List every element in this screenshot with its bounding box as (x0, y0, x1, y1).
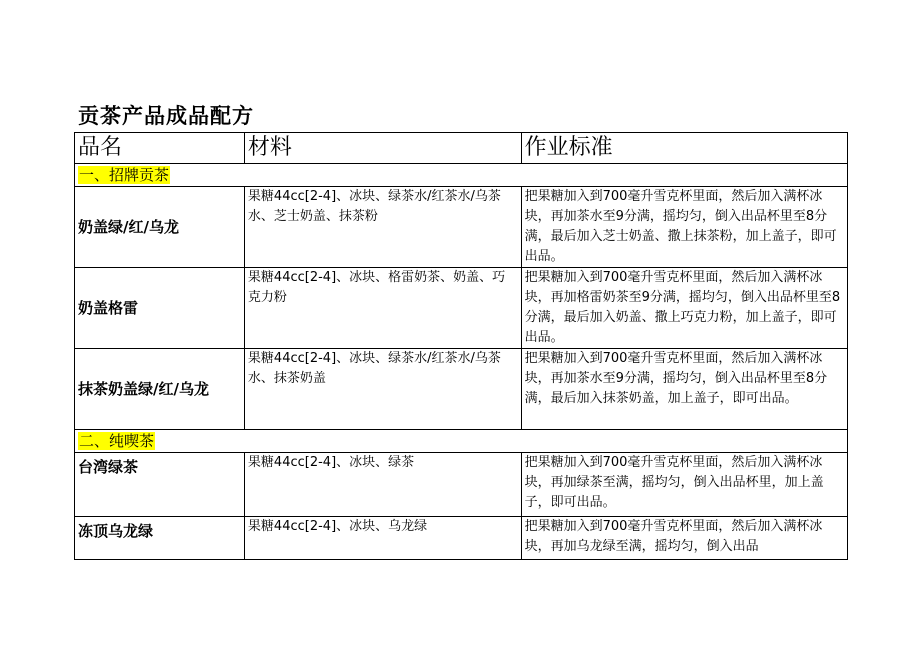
header-material: 材料 (244, 133, 521, 164)
standard-cell-text: 把果糖加入到700毫升雪克杯里面，然后加入满杯冰块，再加乌龙绿至满，摇均匀，倒入出品 (524, 519, 823, 554)
standard-cell: 把果糖加入到700毫升雪克杯里面，然后加入满杯冰块，再加茶水至9分满，摇均匀，倒入出品杯里至8分满，最后加入芝士奶盖、撒上抹茶粉，加上盖子，即可出品。 (521, 187, 847, 268)
material-cell: 果糖44cc[2-4]、冰块、绿茶水/红茶水/乌茶水、抹茶奶盖 (244, 349, 521, 430)
product-name: 冻顶乌龙绿 (75, 517, 245, 560)
material-cell: 果糖44cc[2-4]、冰块、格雷奶茶、奶盖、巧克力粉 (244, 268, 521, 349)
header-standard: 作业标准 (521, 133, 847, 164)
standard-cell (521, 517, 847, 560)
section-label: 一、招牌贡茶 (79, 166, 170, 184)
section-row (75, 430, 848, 453)
standard-cell: 把果糖加入到700毫升雪克杯里面，然后加入满杯冰块，再加茶水至9分满，摇均匀，倒入出品杯里至8分满，最后加入抹茶奶盖，加上盖子，即可出品。 (521, 349, 847, 430)
document-title: 贡茶产品成品配方 (78, 104, 254, 128)
material-cell: 果糖44cc[2-4]、冰块、绿茶 (244, 453, 521, 517)
table-row (75, 268, 848, 349)
standard-cell: 把果糖加入到700毫升雪克杯里面，然后加入满杯冰块，再加格雷奶茶至9分满，摇均匀，倒入出品杯里至8分满，最后加入奶盖、撒上巧克力粉，加上盖子，即可出品。 (521, 268, 847, 349)
product-name: 奶盖绿/红/乌龙 (75, 187, 245, 268)
table-row (75, 517, 848, 560)
header-name: 品名 (75, 133, 245, 164)
table-row (75, 349, 848, 430)
table-header-row (75, 133, 848, 164)
table-row (75, 453, 848, 517)
material-cell: 果糖44cc[2-4]、冰块、乌龙绿 (244, 517, 521, 560)
section-row (75, 164, 848, 187)
standard-cell: 把果糖加入到700毫升雪克杯里面，然后加入满杯冰块，再加绿茶至满，摇均匀，倒入出品杯里，加上盖子，即可出品。 (521, 453, 847, 517)
recipe-table (74, 132, 848, 560)
material-cell: 果糖44cc[2-4]、冰块、绿茶水/红茶水/乌茶水、芝士奶盖、抹茶粉 (244, 187, 521, 268)
section-label: 二、纯喫茶 (79, 432, 155, 450)
product-name: 奶盖格雷 (75, 268, 245, 349)
table-row (75, 187, 848, 268)
product-name: 抹茶奶盖绿/红/乌龙 (75, 349, 245, 430)
product-name: 台湾绿茶 (75, 453, 245, 517)
